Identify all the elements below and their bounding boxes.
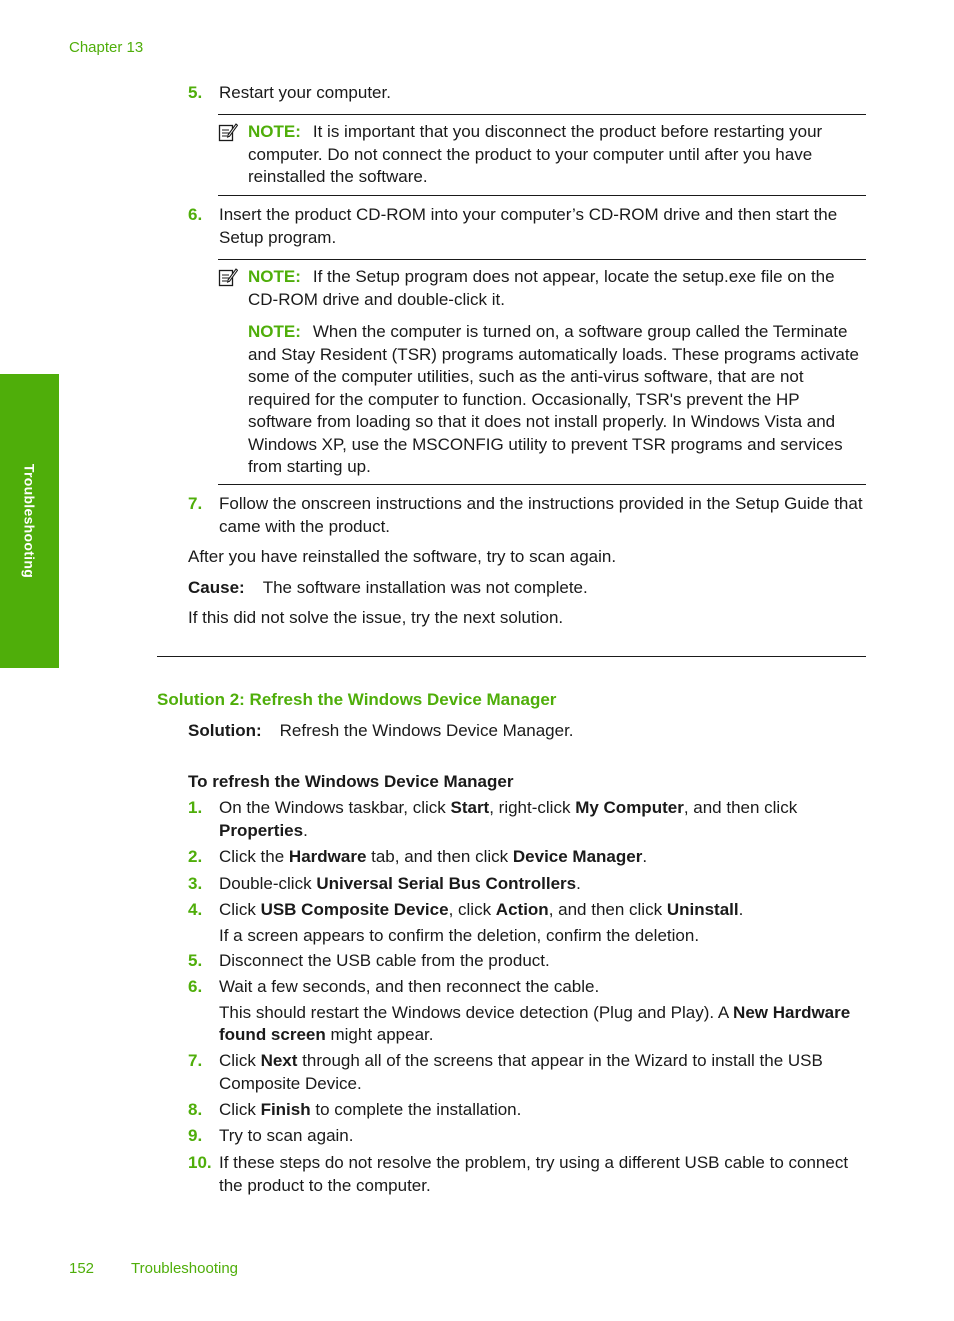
list-item: 7. Follow the onscreen instructions and the instructions provided in the Setup Guide that came with the product.	[188, 494, 863, 536]
side-tab-label: Troubleshooting	[21, 463, 38, 579]
note-icon	[218, 122, 238, 142]
note-text: NOTE: If the Setup program does not appear, locate the setup.exe file on the CD-ROM drive and double-click it.	[248, 267, 835, 309]
solution-line: Solution: Refresh the Windows Device Manager.	[188, 721, 574, 740]
list-item: 7. Click Next through all of the screens that appear in the Wizard to install the USB Composite Device.	[188, 1051, 823, 1093]
solution-heading: Solution 2: Refresh the Windows Device Manager	[157, 690, 557, 709]
list-item: 5. Restart your computer.	[188, 83, 391, 102]
note-icon	[218, 267, 238, 287]
note-box	[218, 259, 866, 485]
section-divider	[157, 656, 866, 657]
after-text: After you have reinstalled the software, try to scan again.	[188, 547, 617, 566]
list-item: 6. Insert the product CD-ROM into your computer’s CD-ROM drive and then start the Setup program.	[188, 205, 838, 247]
cause-line: Cause: The software installation was not complete.	[188, 578, 588, 597]
next-text: If this did not solve the issue, try the next solution.	[188, 608, 564, 627]
note-box	[218, 114, 866, 196]
list-item: 5. Disconnect the USB cable from the product.	[188, 951, 550, 970]
list-item: 1. On the Windows taskbar, click Start, right-click My Computer, and then click Properties.	[188, 798, 798, 840]
note-text: NOTE: When the computer is turned on, a software group called the Terminate and Stay Resident (TSR) programs automatically loads. These programs activate some of the computer utilities, such as the anti-virus software, that are not required for the computer to function. Occasionally, TSR's prevent the HP software from loading so that it does not install properly. In Windows Vista and Windows XP, use the MSCONFIG utility to prevent TSR programs and services from starting up.	[248, 322, 860, 476]
list-item: 3. Double-click Universal Serial Bus Controllers.	[188, 874, 581, 893]
procedure-title: To refresh the Windows Device Manager	[188, 772, 514, 791]
side-tab	[0, 374, 59, 668]
list-item: 6. Wait a few seconds, and then reconnect the cable. This should restart the Windows device detection (Plug and Play). A New Hardware found screen might appear.	[188, 977, 851, 1044]
chapter-header: Chapter 13	[69, 39, 144, 56]
list-item: 2. Click the Hardware tab, and then click Device Manager.	[188, 847, 648, 866]
list-item: 10. If these steps do not resolve the problem, try using a different USB cable to connect the product to the computer.	[188, 1153, 849, 1195]
list-item: 8. Click Finish to complete the installation.	[188, 1100, 522, 1119]
list-item: 4. Click USB Composite Device, click Action, and then click Uninstall. If a screen appears to confirm the deletion, confirm the deletion.	[188, 900, 744, 945]
list-item: 9. Try to scan again.	[188, 1126, 354, 1145]
page-number: 152	[69, 1260, 95, 1277]
footer-section: Troubleshooting	[131, 1260, 239, 1277]
note-text: NOTE: It is important that you disconnect the product before restarting your computer. Do not connect the product to your computer until after you have reinstalled the software.	[248, 122, 823, 186]
